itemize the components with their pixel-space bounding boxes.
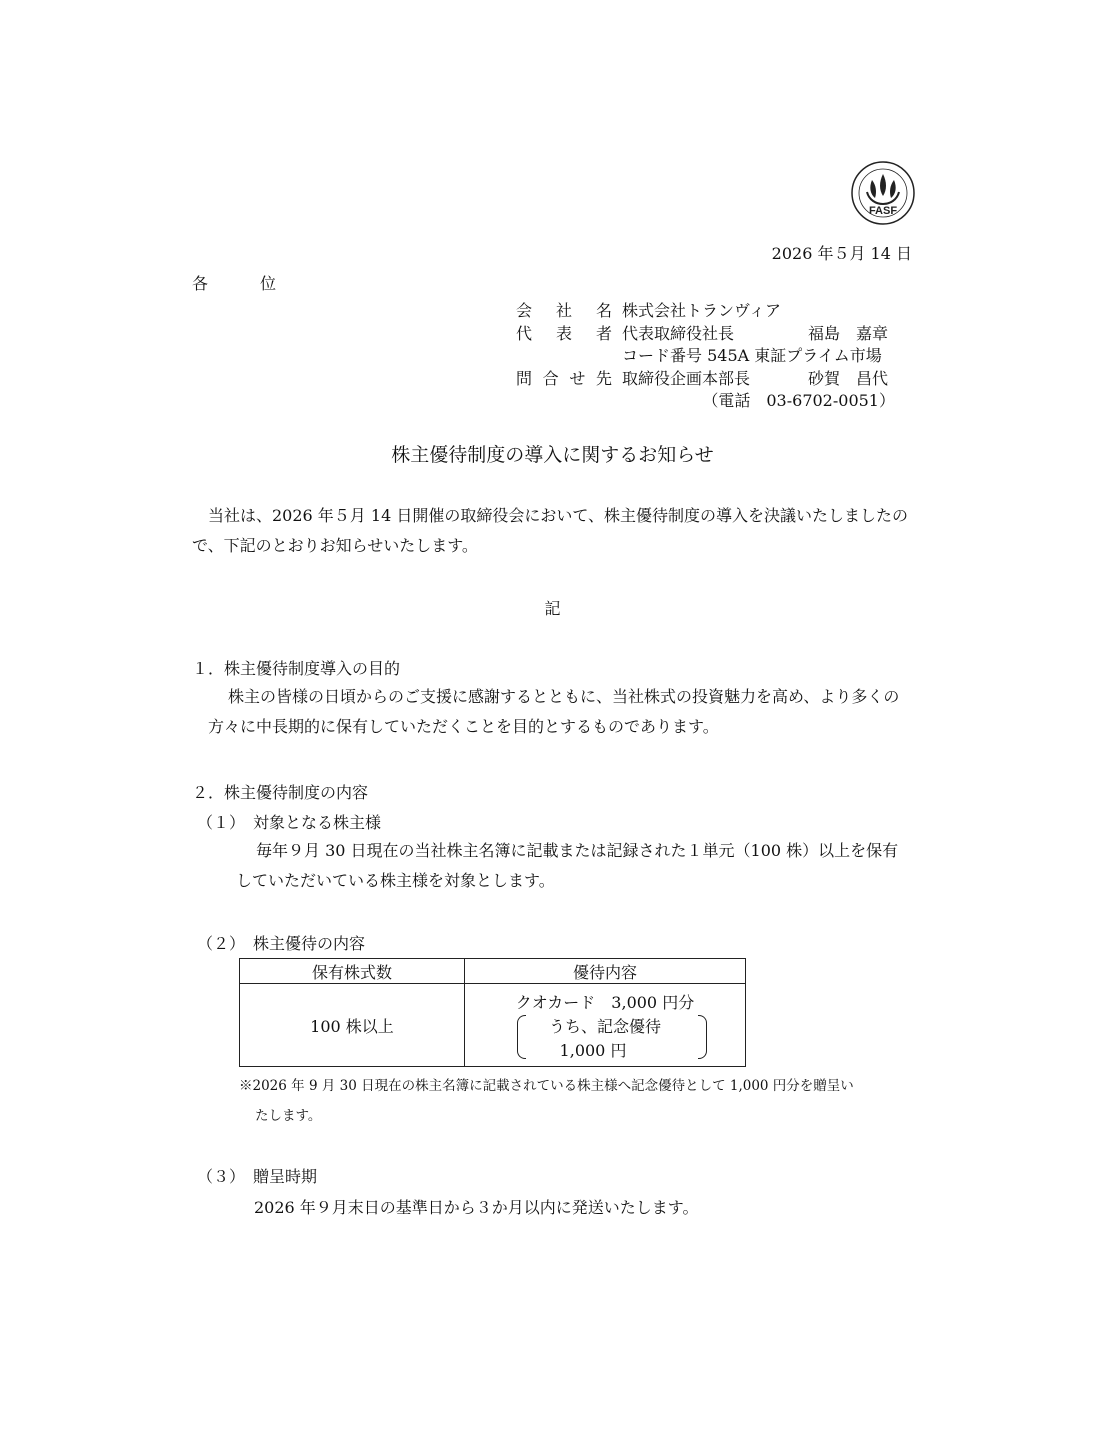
addressee: 各 位 (192, 274, 277, 293)
benefit-main: クオカード 3,000 円分 (515, 993, 695, 1012)
table-cell-shares: 100 株以上 (240, 984, 465, 1067)
table-header-shares: 保有株式数 (240, 959, 465, 984)
intro-paragraph: 当社は、2026 年５月 14 日開催の取締役会において、株主優待制度の導入を決議いたしましたので、下記のとおりお知らせいたします。 (192, 506, 909, 555)
document-title: 株主優待制度の導入に関するお知らせ (391, 444, 714, 466)
fasf-logo (850, 160, 916, 226)
table-header-benefit: 優待内容 (465, 959, 746, 984)
table-note-line2: たします。 (255, 1108, 322, 1124)
logo-text: FASF (868, 205, 898, 217)
company-name: 株式会社トランヴィア (622, 301, 782, 320)
section1-body: 株主の皆様の日頃からのご支援に感謝するとともに、当社株式の投資魅力を高め、より多くの方々に中長期的に保有していただくことを目的とするものであります。 (208, 687, 900, 736)
issue-date: 2026 年５月 14 日 (771, 244, 912, 263)
contact-phone: （電話 03-6702-0051） (702, 391, 895, 410)
benefit-sub2: 1,000 円 (559, 1041, 627, 1060)
representative-title: 代表取締役社長 (622, 324, 735, 343)
table-cell-benefit (465, 984, 746, 1067)
section2-sub2-heading: （２） 株主優待の内容 (197, 934, 366, 953)
representative-label: 代 表 者 (516, 324, 612, 343)
section1-heading: １．株主優待制度導入の目的 (192, 659, 401, 678)
ki-marker: 記 (544, 599, 561, 618)
company-label: 会 社 名 (516, 301, 612, 320)
bracket-right (698, 1015, 707, 1059)
section2-heading: ２．株主優待制度の内容 (192, 783, 369, 802)
stock-code: コード番号 545A 東証プライム市場 (622, 346, 882, 365)
benefit-sub1: うち、記念優待 (548, 1017, 661, 1036)
benefit-table (239, 958, 746, 1067)
section2-sub1-heading: （１） 対象となる株主様 (197, 813, 382, 832)
section2-sub3-heading: （３） 贈呈時期 (197, 1167, 318, 1186)
contact-label: 問 合 せ 先 (516, 369, 612, 388)
representative-name: 福島 嘉章 (808, 324, 889, 343)
section2-sub1-body: 毎年９月 30 日現在の当社株主名簿に記載または記録された１単元（100 株）以上を保有していただいている株主様を対象とします。 (236, 841, 899, 890)
contact-title: 取締役企画本部長 (622, 369, 751, 388)
table-note-line1: ※2026 年 9 月 30 日現在の株主名簿に記載されている株主様へ記念優待として 1,000 円分を贈呈い (239, 1078, 854, 1094)
section2-sub3-body: 2026 年９月末日の基準日から３か月以内に発送いたします。 (254, 1198, 699, 1217)
contact-name: 砂賀 昌代 (808, 369, 889, 388)
